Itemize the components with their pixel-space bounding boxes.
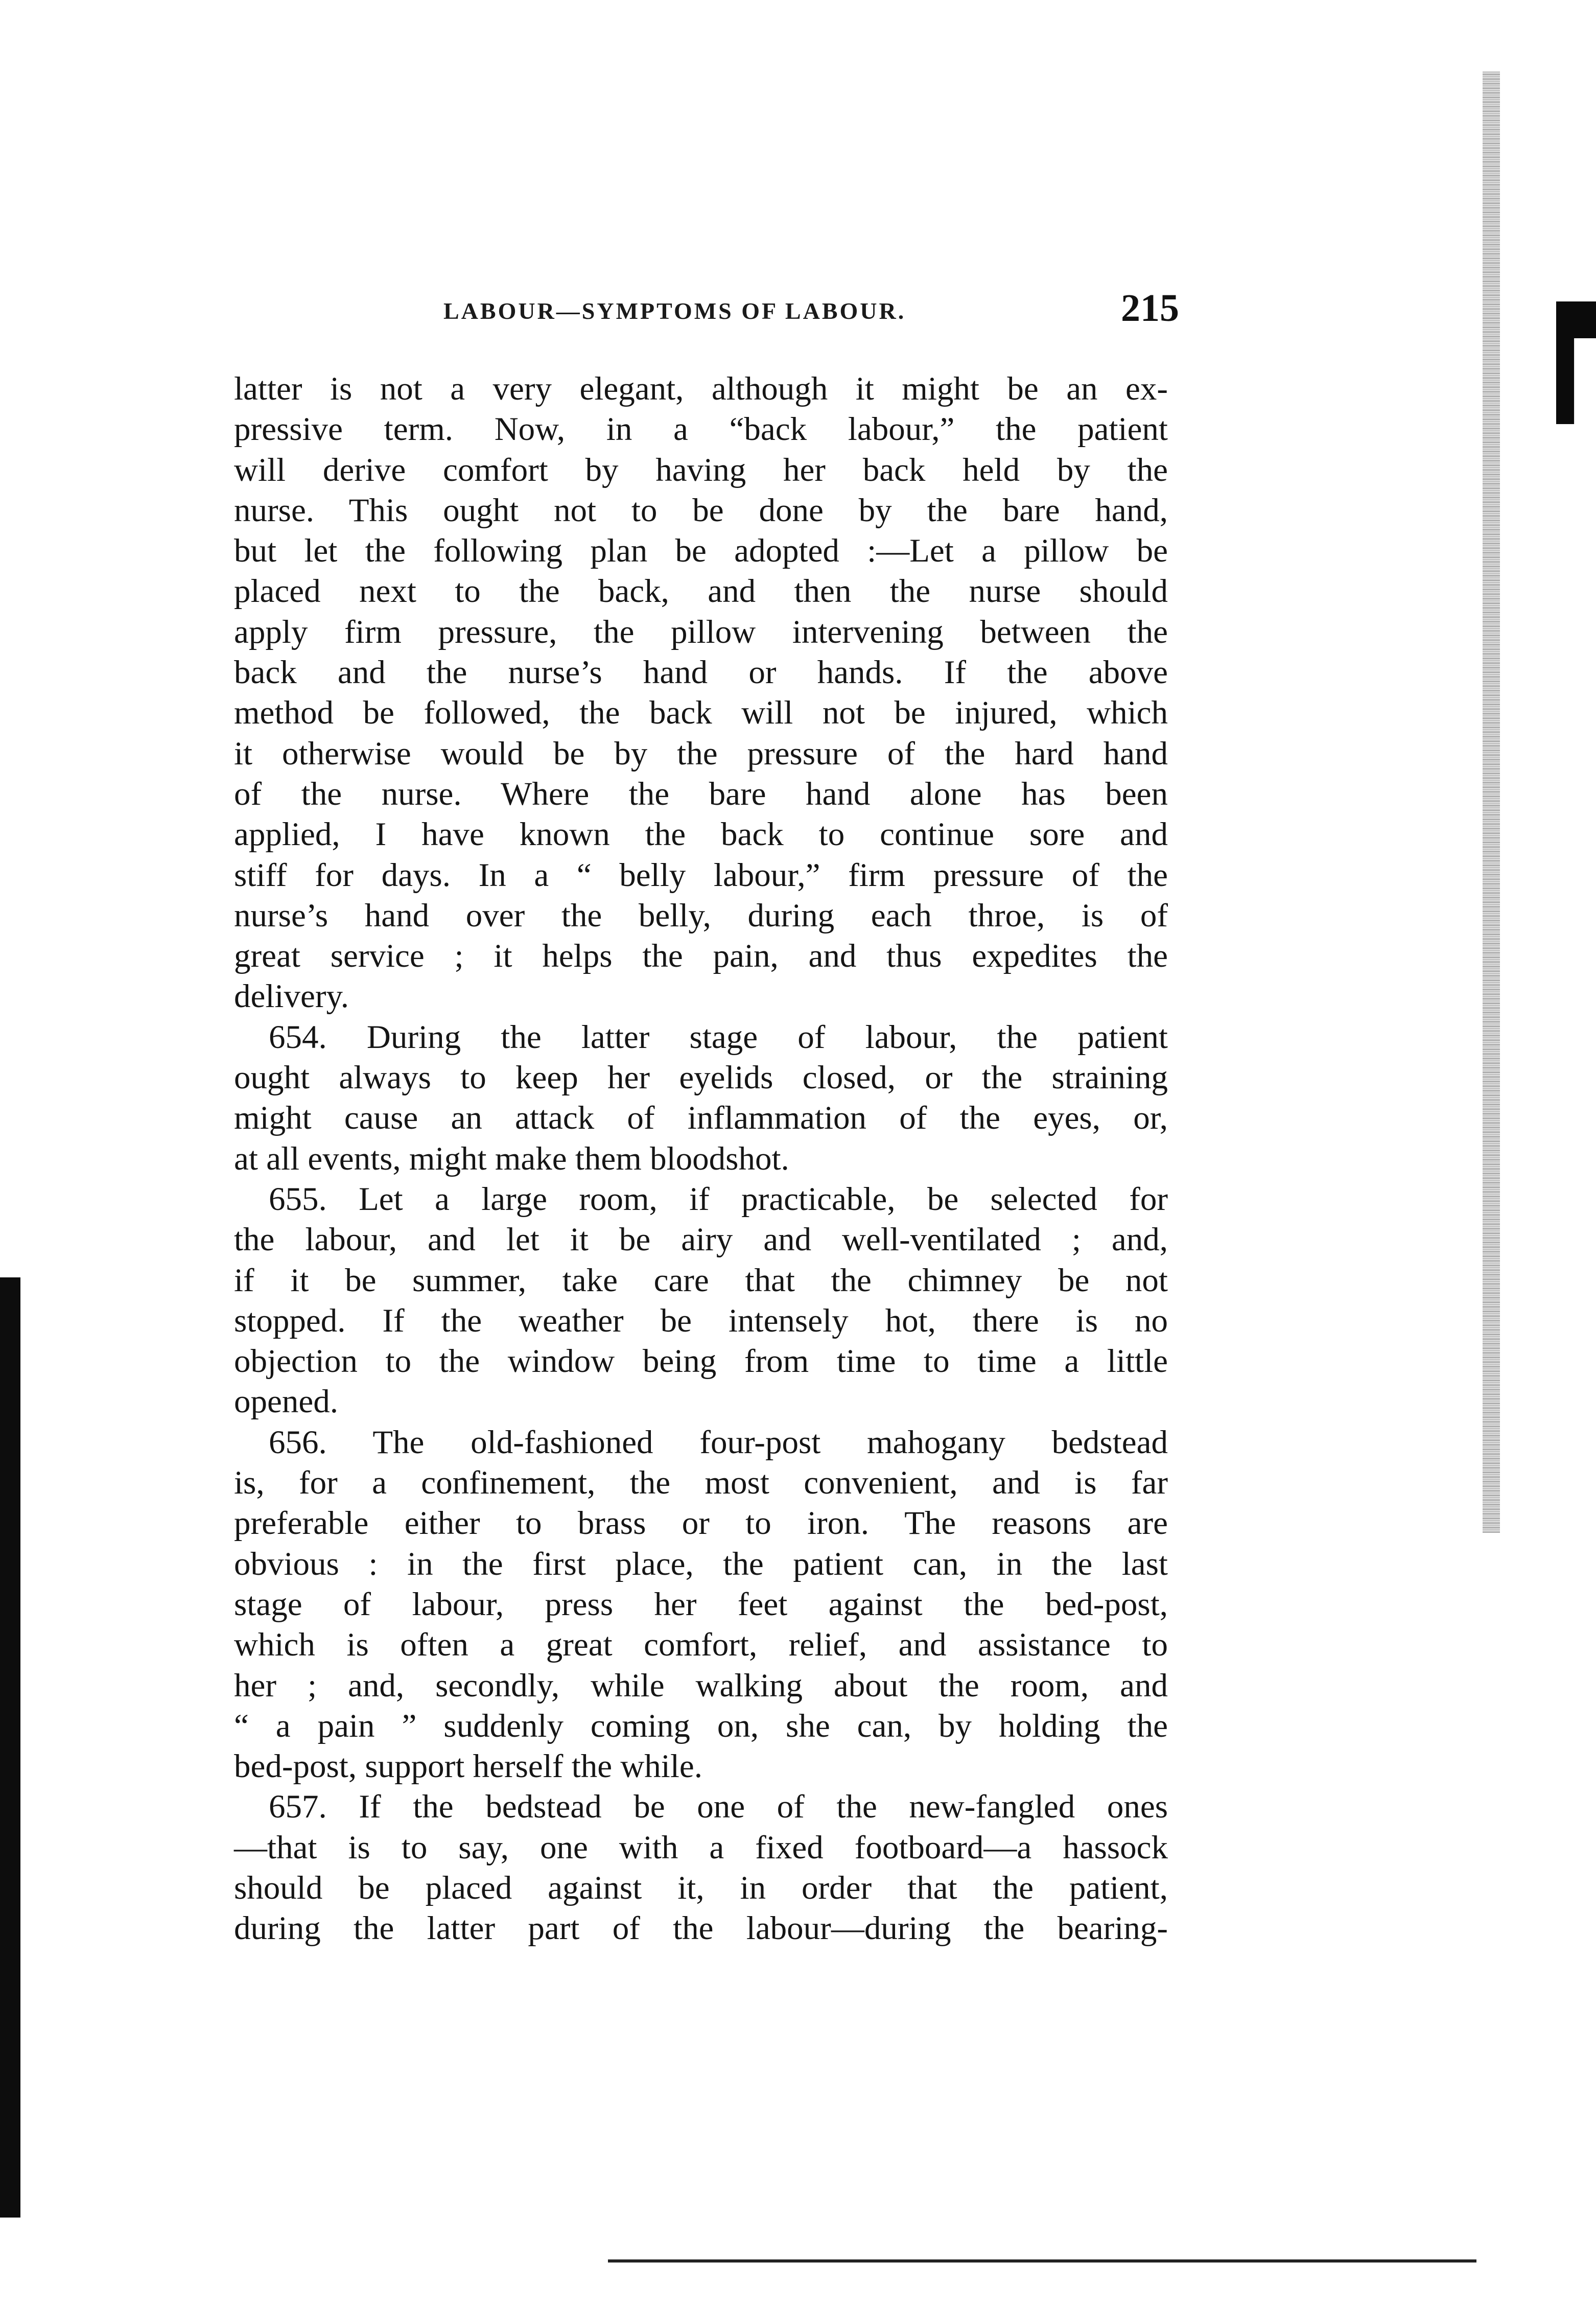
text-line: delivery.	[234, 978, 349, 1015]
text-line: bed-post, support herself the while.	[234, 1748, 703, 1785]
text-line: nurse’s hand over the belly, during each throe, is of	[234, 897, 1168, 934]
text-line: placed next to the back, and then the nurse should	[234, 573, 1168, 610]
text-line: objection to the window being from time to time a little	[234, 1343, 1168, 1380]
text-line: back and the nurse’s hand or hands. If the above	[234, 654, 1168, 691]
text-line: which is often a great comfort, relief, and assistance to	[234, 1626, 1168, 1664]
text-line: it otherwise would be by the pressure of the hard hand	[234, 735, 1168, 772]
text-line: the labour, and let it be airy and well-ventilated ; and,	[234, 1221, 1168, 1258]
text-line: if it be summer, take care that the chimney be not	[234, 1262, 1168, 1299]
scan-left-edge-shadow	[0, 1277, 20, 2218]
paragraph-655-line: 655. Let a large room, if practicable, be selected for	[269, 1180, 1168, 1218]
text-line: of the nurse. Where the bare hand alone has been	[234, 775, 1168, 812]
text-line: —that is to say, one with a fixed footboard—a hassock	[234, 1829, 1168, 1866]
text-line: stiff for days. In a “ belly labour,” firm pressure of the	[234, 856, 1168, 894]
text-line: will derive comfort by having her back held by the	[234, 451, 1168, 488]
text-line: should be placed against it, in order that the patient,	[234, 1869, 1168, 1906]
page-header	[443, 286, 1179, 332]
text-line: at all events, might make them bloodshot.	[234, 1140, 789, 1177]
text-line: method be followed, the back will not be injured, which	[234, 694, 1168, 732]
text-line: “ a pain ” suddenly coming on, she can, by holding the	[234, 1707, 1168, 1744]
body-text	[234, 369, 1168, 1949]
text-line: stopped. If the weather be intensely hot, there is no	[234, 1302, 1168, 1339]
text-line: obvious : in the first place, the patient can, in the last	[234, 1545, 1168, 1582]
text-line: pressive term. Now, in a “back labour,” the patient	[234, 411, 1168, 448]
text-line: might cause an attack of inflammation of the eyes, or,	[234, 1100, 1168, 1137]
paragraph-654-line: 654. During the latter stage of labour, the patient	[269, 1018, 1168, 1056]
scan-bottom-rule	[608, 2259, 1476, 2263]
running-head: LABOUR—SYMPTOMS OF LABOUR.	[443, 298, 906, 324]
text-line: nurse. This ought not to be done by the bare hand,	[234, 492, 1168, 529]
text-line: ought always to keep her eyelids closed, or the straining	[234, 1059, 1168, 1097]
text-line: opened.	[234, 1383, 338, 1420]
text-line: great service ; it helps the pain, and thus expedites the	[234, 938, 1168, 975]
text-line: applied, I have known the back to continue sore and	[234, 816, 1168, 853]
text-line: but let the following plan be adopted :—Let a pillow be	[234, 532, 1168, 570]
scan-right-edge-shadow	[1483, 72, 1500, 1533]
text-line: apply firm pressure, the pillow intervening between the	[234, 613, 1168, 650]
scan-corner-mark	[1556, 301, 1596, 424]
text-line: her ; and, secondly, while walking about the room, and	[234, 1667, 1168, 1704]
text-line: latter is not a very elegant, although it might be an ex-	[234, 370, 1168, 407]
text-line: stage of labour, press her feet against the bed-post,	[234, 1585, 1168, 1623]
page-number: 215	[1121, 287, 1179, 330]
text-line: preferable either to brass or to iron. The reasons are	[234, 1505, 1168, 1542]
paragraph-657-line: 657. If the bedstead be one of the new-fangled ones	[269, 1788, 1168, 1826]
text-line: is, for a confinement, the most convenient, and is far	[234, 1464, 1168, 1502]
text-line: during the latter part of the labour—during the bearing-	[234, 1910, 1168, 1947]
paragraph-656-line: 656. The old-fashioned four-post mahogany bedstead	[269, 1424, 1168, 1461]
